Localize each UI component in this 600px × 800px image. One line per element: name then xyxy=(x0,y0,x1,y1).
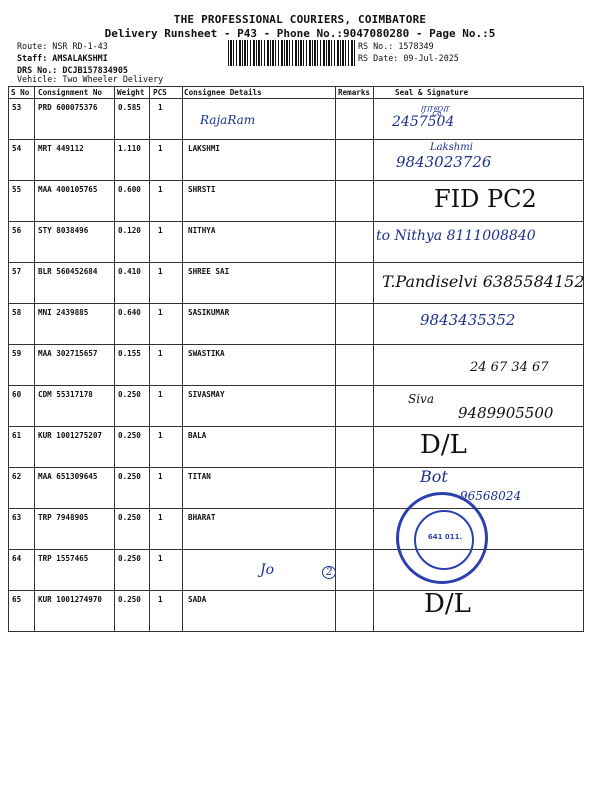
row-consignment: STY 8038496 xyxy=(38,226,89,235)
row-consignee: NITHYA xyxy=(188,226,216,235)
row-pcs: 1 xyxy=(158,144,163,153)
row-consignment: MAA 302715657 xyxy=(38,349,98,358)
row-consignee: SADA xyxy=(188,595,207,604)
row-consignment: MNI 2439885 xyxy=(38,308,89,317)
row-sno: 60 xyxy=(12,390,22,399)
handwritten-signature: FID PC2 xyxy=(434,185,537,213)
col-header-weight: Weight xyxy=(117,88,145,97)
handwritten-consignee: RajaRam xyxy=(200,113,256,127)
row-pcs: 1 xyxy=(158,308,163,317)
row-sno: 62 xyxy=(12,472,22,481)
row-sno: 55 xyxy=(12,185,22,194)
document-title: THE PROFESSIONAL COURIERS, COIMBATORE xyxy=(173,13,427,26)
row-weight: 0.250 xyxy=(118,390,141,399)
row-pcs: 1 xyxy=(158,349,163,358)
row-weight: 0.250 xyxy=(118,554,141,563)
row-weight: 0.250 xyxy=(118,513,141,522)
handwritten-mark: Jo xyxy=(260,562,275,578)
row-weight: 0.250 xyxy=(118,431,141,440)
row-weight: 0.250 xyxy=(118,595,141,604)
handwritten-signature: Lakshmi xyxy=(430,142,473,153)
row-weight: 0.120 xyxy=(118,226,141,235)
row-pcs: 1 xyxy=(158,554,163,563)
row-pcs: 1 xyxy=(158,431,163,440)
row-sno: 63 xyxy=(12,513,22,522)
row-consignment: BLR 560452684 xyxy=(38,267,98,276)
col-header-pcs: PCS xyxy=(153,88,167,97)
row-weight: 0.600 xyxy=(118,185,141,194)
row-sno: 59 xyxy=(12,349,22,358)
handwritten-phone: 9489905500 xyxy=(458,404,554,422)
row-consignee: TITAN xyxy=(188,472,211,481)
row-pcs: 1 xyxy=(158,513,163,522)
col-header-consignee: Consignee Details xyxy=(184,88,262,97)
runsheet-meta-left xyxy=(17,40,128,77)
row-consignee: SASIKUMAR xyxy=(188,308,230,317)
row-consignee: SWASTIKA xyxy=(188,349,225,358)
stamp-text: 641 011. xyxy=(427,533,463,541)
handwritten-signature: D/L xyxy=(420,430,467,460)
handwritten-phone: 96568024 xyxy=(460,489,522,503)
row-sno: 54 xyxy=(12,144,22,153)
col-header-sno: S No xyxy=(11,88,30,97)
row-sno: 64 xyxy=(12,554,22,563)
handwritten-circled-number: 2 xyxy=(322,566,336,579)
row-consignment: MRT 449112 xyxy=(38,144,84,153)
col-header-remarks: Remarks xyxy=(338,88,371,97)
runsheet-meta-right xyxy=(358,40,459,64)
row-sno: 56 xyxy=(12,226,22,235)
row-pcs: 1 xyxy=(158,185,163,194)
row-consignee: BHARAT xyxy=(188,513,216,522)
row-consignee: SIVASMAY xyxy=(188,390,225,399)
row-sno: 57 xyxy=(12,267,22,276)
row-consignment: MAA 651309645 xyxy=(38,472,98,481)
handwritten-signature: Siva xyxy=(408,392,434,406)
row-consignee: BALA xyxy=(188,431,207,440)
row-weight: 0.250 xyxy=(118,472,141,481)
row-pcs: 1 xyxy=(158,267,163,276)
row-weight: 0.585 xyxy=(118,103,141,112)
drs-label: DRS No.: DCJB157834905 xyxy=(17,65,128,76)
row-weight: 0.155 xyxy=(118,349,141,358)
barcode xyxy=(228,40,356,66)
handwritten-signature: ராஜா xyxy=(420,101,449,115)
handwritten-phone: 24 67 34 67 xyxy=(470,360,549,375)
handwritten-signature: to Nithya 8111008840 xyxy=(376,228,536,244)
row-sno: 58 xyxy=(12,308,22,317)
row-pcs: 1 xyxy=(158,390,163,399)
handwritten-phone: 9843435352 xyxy=(420,311,516,329)
row-pcs: 1 xyxy=(158,226,163,235)
row-consignment: KUR 1001275207 xyxy=(38,431,103,440)
rs-date: RS Date: 09-Jul-2025 xyxy=(358,53,459,64)
handwritten-phone: 9843023726 xyxy=(396,153,492,171)
row-consignment: TRP 1557465 xyxy=(38,554,89,563)
rs-number: RS No.: 1578349 xyxy=(358,41,434,51)
staff-label: Staff: AMSALAKSHMI xyxy=(17,53,108,64)
row-consignee: LAKSHMI xyxy=(188,144,221,153)
handwritten-signature: T.Pandiselvi 6385584152 xyxy=(382,272,585,291)
row-consignment: KUR 1001274970 xyxy=(38,595,103,604)
col-header-consignment: Consignment No xyxy=(38,88,103,97)
row-pcs: 1 xyxy=(158,472,163,481)
route-label: Route: NSR RD-1-43 xyxy=(17,41,108,51)
row-pcs: 1 xyxy=(158,103,163,112)
row-consignment: MAA 400105765 xyxy=(38,185,98,194)
row-weight: 0.410 xyxy=(118,267,141,276)
company-seal-stamp xyxy=(396,492,488,584)
row-consignment: PRD 600075376 xyxy=(38,103,98,112)
handwritten-phone: 2457504 xyxy=(392,114,455,130)
handwritten-signature: Bot xyxy=(420,467,448,486)
row-weight: 1.110 xyxy=(118,144,141,153)
row-pcs: 1 xyxy=(158,595,163,604)
row-sno: 65 xyxy=(12,595,22,604)
row-consignee: SHRSTI xyxy=(188,185,216,194)
handwritten-signature: D/L xyxy=(424,589,471,619)
vehicle-label: Vehicle: Two Wheeler Delivery xyxy=(17,74,164,84)
document-subtitle: Delivery Runsheet - P43 - Phone No.:9047080280 - Page No.:5 xyxy=(104,27,496,40)
row-sno: 53 xyxy=(12,103,22,112)
row-consignee: SHREE SAI xyxy=(188,267,230,276)
row-weight: 0.640 xyxy=(118,308,141,317)
row-sno: 61 xyxy=(12,431,22,440)
row-consignment: TRP 7948905 xyxy=(38,513,89,522)
col-header-seal: Seal & Signature xyxy=(395,88,469,97)
row-consignment: CDM 55317178 xyxy=(38,390,93,399)
